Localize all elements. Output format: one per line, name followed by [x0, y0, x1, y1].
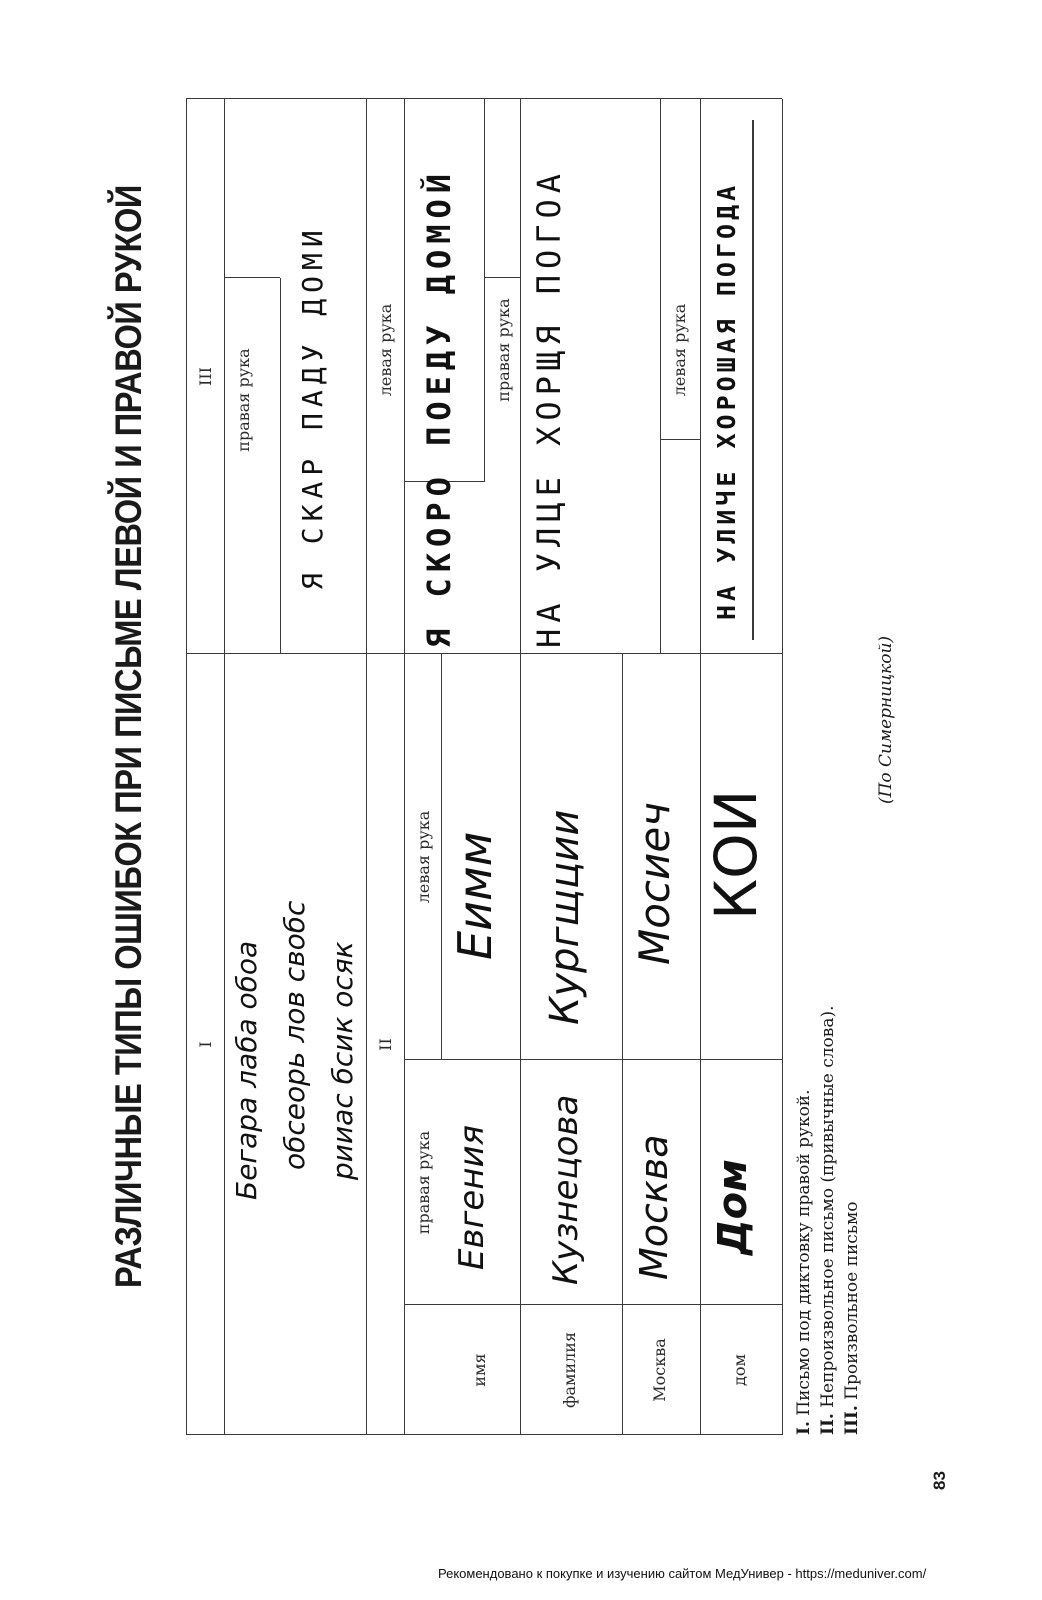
- right-hand-writing: Евгения: [452, 1124, 492, 1270]
- row-word-name: имя: [470, 1353, 489, 1387]
- legend-line-1: I. Письмо под диктовку правой рукой.: [794, 1089, 814, 1435]
- legend-line-3: III. Произвольное письмо: [842, 1201, 862, 1435]
- footer-recommendation: Рекомендовано к покупке и изучению сайтом МедУнивер - https://meduniver.com/: [438, 1566, 927, 1581]
- section-i-label: I: [196, 1041, 215, 1048]
- credit-source: (По Симерницкой): [876, 635, 896, 805]
- right-hand-writing: Москва: [632, 1134, 676, 1280]
- section-iii-label: III: [196, 367, 215, 386]
- voluntary-writing: Я СКАР ПАДУ ДОМИ: [296, 224, 329, 590]
- dictation-line: рииас бсик осяк: [326, 941, 359, 1180]
- hand-label-left: левая рука: [376, 303, 395, 397]
- section-ii-label: II: [376, 1038, 395, 1051]
- hand-label-right: правая рука: [494, 298, 513, 402]
- page-number: 83: [930, 1471, 949, 1490]
- col-right-hand: правая рука: [414, 1130, 433, 1235]
- right-hand-writing: Дом: [710, 1159, 756, 1255]
- row-word-moscow: Москва: [650, 1338, 669, 1402]
- legend-line-2: II. Непроизвольное письмо (привычные слова).: [818, 1005, 838, 1435]
- page-title: РАЗЛИЧНЫЕ ТИПЫ ОШИБОК ПРИ ПИСЬМЕ ЛЕВОЙ И ПРАВОЙ РУКОЙ: [108, 185, 149, 1288]
- voluntary-writing: НА УЛЦЕ ХОРЩЯ ПОГОА: [530, 167, 568, 648]
- hand-label-right: правая рука: [234, 348, 253, 452]
- right-hand-writing: Кузнецова: [546, 1094, 586, 1285]
- row-word-house: дом: [730, 1354, 749, 1386]
- dictation-line: обсеорь лов свобс: [278, 900, 311, 1170]
- left-hand-writing: Кургщции: [542, 809, 588, 1025]
- left-hand-writing: Мосиеч: [630, 802, 679, 965]
- hand-label-left: левая рука: [670, 303, 689, 397]
- voluntary-writing: Я СКОРО ПОЕДУ ДОМОЙ: [420, 167, 458, 648]
- left-hand-writing: Еимм: [448, 831, 502, 960]
- dictation-line: Бегара лаба обоа: [230, 940, 263, 1200]
- left-hand-writing: КОИ: [702, 789, 770, 920]
- row-word-surname: фамилия: [560, 1331, 579, 1409]
- voluntary-writing: НА УЛИЧЕ ХОРОШАЯ ПОГОДА: [712, 181, 741, 620]
- col-left-hand: левая рука: [414, 810, 433, 904]
